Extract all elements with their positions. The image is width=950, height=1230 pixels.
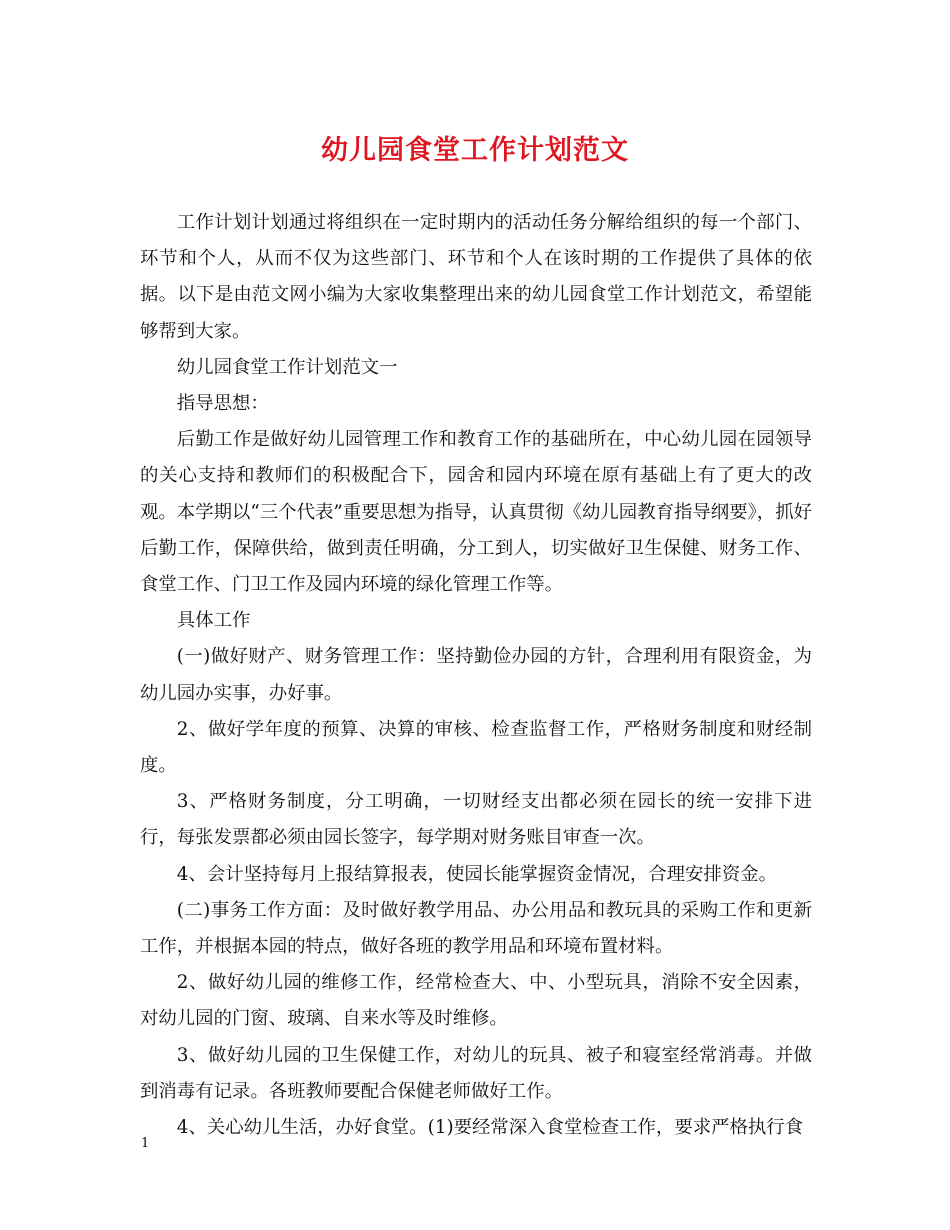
paragraph-guiding-thought: 后勤工作是做好幼儿园管理工作和教育工作的基础所在，中心幼儿园在园领导的关心支持和教师们的积极配合下，园舍和园内环境在原有基础上有了更大的改观。本学期以“三个代表”重要思想为指导，认真贯彻《幼儿园教育指导纲要》，抓好后勤工作，保障供给，做到责任明确，分工到人，切实做好卫生保健、财务工作、食堂工作、门卫工作及园内环境的绿化管理工作等。	[140, 429, 812, 596]
paragraph-budget-audit: 2、做好学年度的预算、决算的审核、检查监督工作，严格财务制度和财经制度。	[140, 718, 812, 777]
paragraph-finance-system: 3、严格财务制度，分工明确，一切财经支出都必须在园长的统一安排下进行，每张发票都必须由园长签字，每学期对财务账目审查一次。	[140, 791, 812, 849]
section-heading-specific-work: 具体工作	[176, 610, 251, 632]
paragraph-health-care: 3、做好幼儿园的卫生保健工作，对幼儿的玩具、被子和寝室经常消毒。并做到消毒有记录。各班教师要配合保健老师做好工作。	[140, 1044, 812, 1102]
paragraph-intro: 工作计划计划通过将组织在一定时期内的活动任务分解给组织的每一个部门、环节和个人，从而不仅为这些部门、环节和个人在该时期的工作提供了具体的依据。以下是由范文网小编为大家收集整理出来的幼儿园食堂工作计划范文，希望能够帮到大家。	[140, 212, 812, 342]
paragraph-maintenance: 2、做好幼儿园的维修工作，经常检查大、中、小型玩具，消除不安全因素，对幼儿园的门窗、玻璃、自来水等及时维修。	[140, 972, 812, 1030]
section-heading-sample-one: 幼儿园食堂工作计划范文一	[176, 356, 398, 378]
paragraph-monthly-report: 4、会计坚持每月上报结算报表，使园长能掌握资金情况，合理安排资金。	[176, 863, 777, 885]
document-title: 幼儿园食堂工作计划范文	[321, 135, 629, 166]
paragraph-canteen: 4、关心幼儿生活，办好食堂。(1)要经常深入食堂检查工作，要求严格执行食	[176, 1117, 804, 1139]
document-body	[140, 205, 812, 1146]
paragraph-affairs-work: (二)事务工作方面：及时做好教学用品、办公用品和教玩具的采购工作和更新工作，并根据本园的特点，做好各班的教学用品和环境布置材料。	[140, 899, 812, 958]
paragraph-property-finance: (一)做好财产、财务管理工作：坚持勤俭办园的方针，合理利用有限资金，为幼儿园办实事，办好事。	[140, 646, 812, 704]
page-number: 1	[141, 1136, 150, 1151]
section-heading-guiding-thought: 指导思想：	[176, 393, 269, 415]
